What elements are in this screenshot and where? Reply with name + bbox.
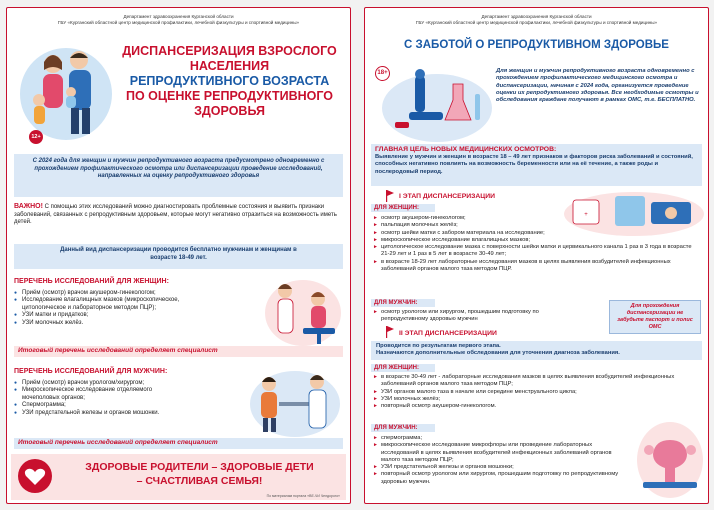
flag-icon — [385, 190, 395, 202]
stage1-title: I ЭТАП ДИСПАНСЕРИЗАЦИИ — [399, 193, 496, 200]
list-item: ► УЗИ органов малого таза в начале или середине менструального цикла; — [373, 389, 700, 396]
slogan: ЗДОРОВЫЕ РОДИТЕЛИ – ЗДОРОВЫЕ ДЕТИ – СЧАСТЛИВАЯ СЕМЬЯ! — [85, 461, 314, 487]
urologist-illustration — [245, 364, 343, 439]
slogan-panel — [11, 454, 346, 500]
list-item: ► осмотр шейки матки с забором материала на исследование; — [373, 230, 700, 237]
important-block — [14, 203, 343, 239]
org-header — [7, 14, 350, 26]
list-item: ● Спермограмма; — [14, 402, 189, 409]
reproductive-organ-illustration — [635, 410, 705, 500]
list-item: ► осмотр урологом или хирургом, прошедшим подготовку по репродуктивному здоровью мужчин — [373, 309, 578, 324]
goal-title: ГЛАВНАЯ ЦЕЛЬ НОВЫХ МЕДИЦИНСКИХ ОСМОТРОВ: — [375, 146, 557, 153]
right-poster — [364, 7, 709, 504]
free-note: Данный вид диспансеризации проводится бесплатно мужчинам и женщинам в возрасте 18-49 лет. — [14, 244, 343, 269]
svg-text:+: + — [584, 212, 588, 218]
list-item: ► пальпация молочных желёз; — [373, 222, 700, 229]
stage1-men-list — [373, 309, 578, 324]
age-badge: 18+ — [375, 66, 390, 81]
stage1-women-list — [373, 215, 700, 273]
women-title: ПЕРЕЧЕНЬ ИССЛЕДОВАНИЙ ДЛЯ ЖЕНЩИН: — [14, 278, 169, 285]
stage2-men-list — [373, 435, 628, 486]
list-item: ► осмотр акушером-гинекологом; — [373, 215, 700, 222]
org-header — [365, 14, 708, 26]
org-department: Департамент здравоохранения Курганской области — [123, 14, 234, 19]
org-center: ГБУ «Курганский областной центр медицинской профилактики, лечебной физкультуры и спортивной медицины» — [415, 20, 658, 25]
list-item: ► микроскопическое исследование влагалищных мазков; — [373, 237, 700, 244]
org-department: Департамент здравоохранения Курганской области — [481, 14, 592, 19]
important-text: С помощью этих исследований можно диагностировать проблемные состояния и выявить признаки заболеваний, связанных с репродуктивным здоровьем, которые могут негативно отразиться на возможность иметь детей. — [14, 204, 337, 226]
flag-icon — [385, 326, 395, 338]
list-item: ► УЗИ предстательной железы и органов мошонки; — [373, 464, 628, 471]
page-title: ДИСПАНСЕРИЗАЦИЯ ВЗРОСЛОГО НАСЕЛЕНИЯ РЕПРОДУКТИВНОГО ВОЗРАСТА ПО ОЦЕНКЕ РЕПРОДУКТИВНОГО ЗДОРОВЬЯ — [122, 44, 337, 118]
passport-note: Для прохождения диспансеризации не забудьте паспорт и полис ОМС — [609, 300, 701, 334]
footer-source: По материалам портала «ВЕ-ЧИ Челдорого» — [266, 494, 340, 498]
list-item: ● УЗИ матки и придатков; — [14, 312, 219, 319]
list-item: ► повторный осмотр урологом или хирургом, прошедшим подготовку по репродуктивному здоровью мужчин. — [373, 471, 628, 486]
org-center: ГБУ «Курганский областной центр медицинской профилактики, лечебной физкультуры и спортивной медицины» — [57, 20, 300, 25]
page-title: С ЗАБОТОЙ О РЕПРОДУКТИВНОМ ЗДОРОВЬЕ — [404, 39, 669, 51]
left-poster — [6, 7, 351, 504]
goal-panel — [371, 144, 702, 186]
gynecologist-illustration — [263, 273, 343, 348]
list-item: ► цитологическое исследование мазка с поверхности шейки матки и цервикального канала 1 раз в 3 года в возрасте 21-29 лет и 1 раз в 5 лет в возрасте 30-49 лет; — [373, 244, 700, 259]
list-item: ► в возрасте 30-49 лет - лабораторные исследования мазков в целях выявления возбудителей инфекционных заболеваний органов малого таза методом ПЦР; — [373, 374, 700, 389]
men-list — [14, 380, 189, 417]
stage2-men-label: ДЛЯ МУЖЧИН: — [371, 424, 435, 432]
men-title: ПЕРЕЧЕНЬ ИССЛЕДОВАНИЙ ДЛЯ МУЖЧИН: — [14, 368, 168, 375]
stage2-women-label: ДЛЯ ЖЕНЩИН: — [371, 364, 435, 372]
list-item: ● Приём (осмотр) врачом акушером-гинекологом; — [14, 290, 219, 297]
list-item: ● УЗИ предстательной железы и органов мошонки. — [14, 410, 189, 417]
list-item: ► повторный осмотр акушером-гинекологом. — [373, 403, 700, 410]
goal-text: Выявление у мужчин и женщин в возрасте 18 – 49 лет признаков и факторов риска заболеваний и состояний, способных негативно повлиять на возможность беременности или на её течение, а также роды и послеродовый период. — [375, 154, 693, 175]
women-total: Итоговый перечень исследований определяет специалист — [14, 346, 343, 357]
stage2-title: II ЭТАП ДИСПАНСЕРИЗАЦИИ — [399, 330, 497, 337]
family-illustration — [19, 34, 114, 144]
women-list — [14, 290, 219, 327]
list-item: ● Микроскопическое исследование отделяемого мочеполовых органов; — [14, 387, 189, 402]
important-label: ВАЖНО! — [14, 203, 43, 210]
age-badge: 12+ — [29, 130, 43, 144]
intro-text: Для женщин и мужчин репродуктивного возраста одновременно с прохождением профилактического медицинского осмотра и диспансеризации, начиная с 2024 года, организуется проведение оценки их репродуктивного здоровья. Все необходимые осмотры и обследования граждане получают в рамках ОМС, т.е. БЕСПЛАТНО. — [496, 68, 699, 104]
list-item: ► микроскопическое исследование микрофлоры или проведение лабораторных исследований в целях выявления возбудителей инфекционных заболеваний органов малого таза методом ПЦР; — [373, 442, 628, 464]
list-item: ● Исследование влагалищных мазков (микроскопическое, цитологическое и лабораторное методом ПЦР); — [14, 297, 219, 312]
heart-logo-icon — [17, 458, 53, 494]
stage1-women-label: ДЛЯ ЖЕНЩИН: — [371, 204, 435, 212]
list-item: ► УЗИ молочных желёз; — [373, 396, 700, 403]
list-item: ► в возрасте 18-29 лет лабораторные исследования мазков в целях выявления возбудителей инфекционных заболеваний органов малого таза методом ПЦР. — [373, 259, 700, 274]
list-item: ● Приём (осмотр) врачом урологом/хирургом; — [14, 380, 189, 387]
men-total: Итоговый перечень исследований определяет специалист — [14, 438, 343, 449]
list-item: ● УЗИ молочных желёз. — [14, 320, 219, 327]
stage2-women-list — [373, 374, 700, 410]
stage1-men-label: ДЛЯ МУЖЧИН: — [371, 299, 435, 307]
list-item: ► спермограмма; — [373, 435, 628, 442]
stage2-intro: Проводится по результатам первого этапа. Назначаются дополнительные обследования для уточнения диагноза заболевания. — [371, 341, 702, 360]
lab-illustration — [375, 64, 495, 144]
intro-panel: С 2024 года для женщин и мужчин репродуктивного возраста предусмотрено одновременно с прохождением профилактического осмотра или диспансеризации проведение исследований, направленных на оценку репродуктивного здоровья — [14, 154, 343, 197]
